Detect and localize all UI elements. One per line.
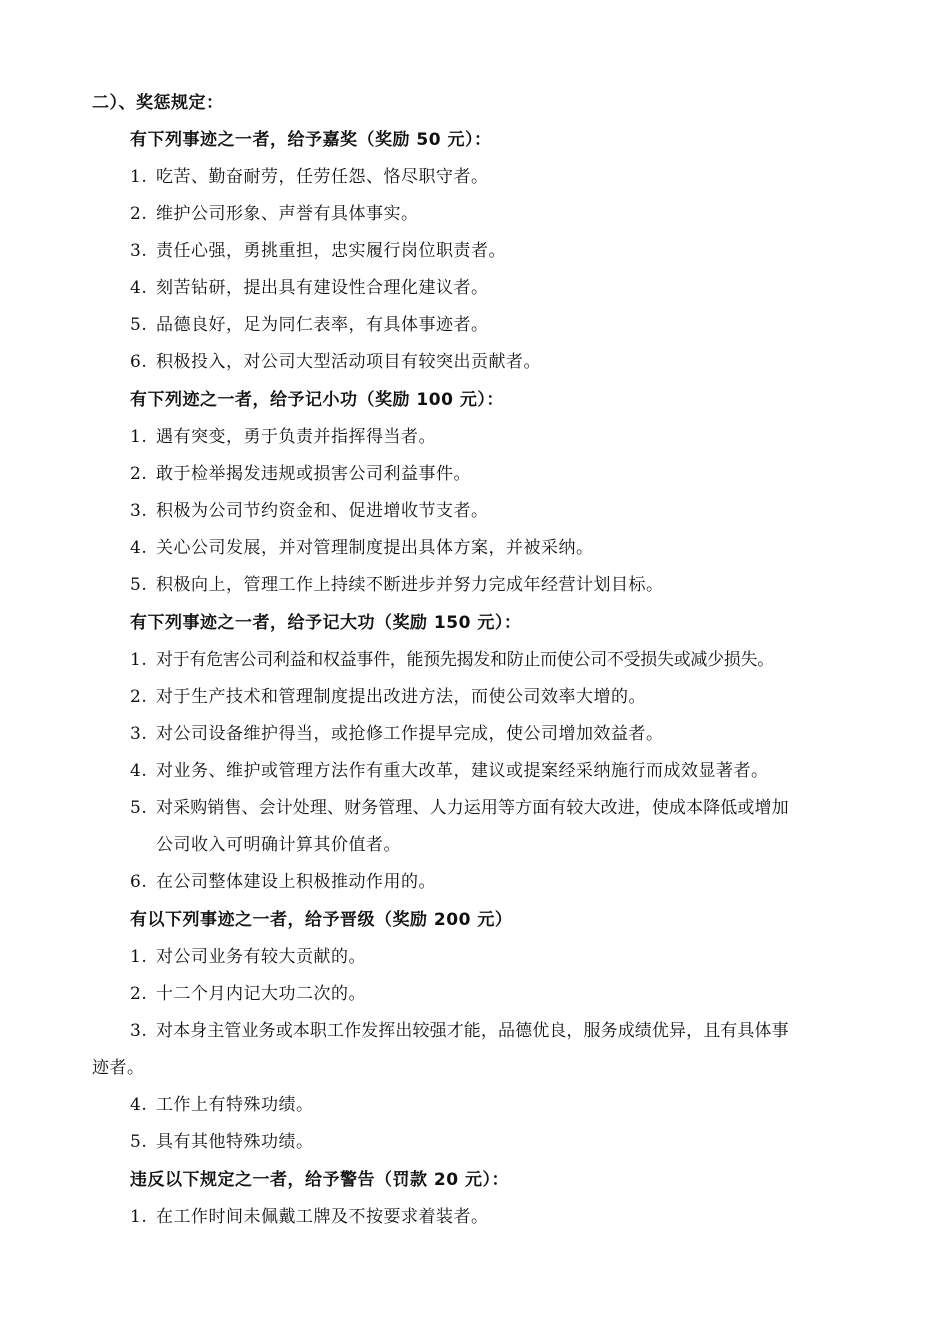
block-heading: 违反以下规定之一者，给予警告（罚款 20 元）： (130, 1170, 509, 1190)
item-text: 品德良好，足为同仁表率，有具体事迹者。 (156, 315, 489, 335)
item-number: 1. (130, 1207, 148, 1227)
item-number: 1. (130, 167, 148, 187)
item-number: 5. (130, 1132, 148, 1152)
item-number: 4. (130, 278, 148, 298)
list-item (130, 314, 489, 336)
item-number: 5. (130, 798, 148, 818)
item-text: 对本身主管业务或本职工作发挥出较强才能，品德优良，服务成绩优异，且有具体事 (156, 1021, 789, 1041)
item-text: 敢于检举揭发违规或损害公司利益事件。 (156, 464, 471, 484)
item-number: 2. (130, 204, 148, 224)
list-item (130, 574, 664, 596)
list-item (130, 426, 436, 448)
list-item (130, 500, 489, 522)
section-title: 二）、奖惩规定： (92, 93, 224, 113)
item-text: 责任心强，勇挑重担，忠实履行岗位职责者。 (156, 241, 506, 261)
list-item (130, 649, 774, 671)
item-text: 具有其他特殊功绩。 (156, 1132, 314, 1152)
item-text: 对业务、维护或管理方法作有重大改革，建议或提案经采纳施行而成效显著者。 (156, 761, 769, 781)
item-number: 5. (130, 575, 148, 595)
item-text: 遇有突变，勇于负责并指挥得当者。 (156, 427, 436, 447)
list-item-continuation: 公司收入可明确计算其价值者。 (156, 835, 401, 855)
item-number: 4. (130, 1095, 148, 1115)
item-text: 吃苦、勤奋耐劳，任劳任怨、恪尽职守者。 (156, 167, 489, 187)
item-text: 在公司整体建设上积极推动作用的。 (156, 872, 436, 892)
item-number: 6. (130, 872, 148, 892)
item-text: 对公司设备维护得当，或抢修工作提早完成，使公司增加效益者。 (156, 724, 664, 744)
list-item (130, 1020, 789, 1042)
item-text: 积极投入，对公司大型活动项目有较突出贡献者。 (156, 352, 541, 372)
item-text: 对采购销售、会计处理、财务管理、人力运用等方面有较大改进，使成本降低或增加 (156, 798, 789, 818)
item-number: 1. (130, 650, 148, 670)
item-text: 积极为公司节约资金和、促进增收节支者。 (156, 501, 489, 521)
item-number: 1. (130, 947, 148, 967)
list-item (130, 760, 769, 782)
list-item (130, 797, 789, 819)
item-number: 3. (130, 1021, 148, 1041)
item-number: 5. (130, 315, 148, 335)
list-item (130, 686, 646, 708)
item-number: 3. (130, 501, 148, 521)
list-item (130, 203, 419, 225)
item-number: 3. (130, 241, 148, 261)
item-text: 关心公司发展，并对管理制度提出具体方案，并被采纳。 (156, 538, 594, 558)
item-number: 6. (130, 352, 148, 372)
list-item-continuation: 迹者。 (92, 1058, 145, 1078)
list-item (130, 1206, 489, 1228)
list-item (130, 277, 489, 299)
block-heading: 有下列事迹之一者，给予记大功（奖励 150 元）： (130, 613, 522, 633)
item-number: 2. (130, 687, 148, 707)
item-number: 1. (130, 427, 148, 447)
item-text: 对公司业务有较大贡献的。 (156, 947, 366, 967)
item-number: 4. (130, 761, 148, 781)
list-item (130, 537, 594, 559)
item-text: 对于有危害公司利益和权益事件，能预先揭发和防止而使公司不受损失或减少损失。 (156, 650, 774, 670)
list-item (130, 240, 506, 262)
item-number: 4. (130, 538, 148, 558)
block-heading: 有下列事迹之一者，给予嘉奖（奖励 50 元）： (130, 130, 492, 150)
item-text: 工作上有特殊功绩。 (156, 1095, 314, 1115)
item-number: 2. (130, 464, 148, 484)
list-item (130, 723, 664, 745)
list-item (130, 871, 436, 893)
item-text: 对于生产技术和管理制度提出改进方法，而使公司效率大增的。 (156, 687, 646, 707)
list-item (130, 983, 366, 1005)
list-item (130, 463, 471, 485)
item-text: 刻苦钻研，提出具有建设性合理化建议者。 (156, 278, 489, 298)
item-text: 十二个月内记大功二次的。 (156, 984, 366, 1004)
block-heading: 有下列迹之一者，给予记小功（奖励 100 元）： (130, 390, 504, 410)
item-text: 积极向上，管理工作上持续不断进步并努力完成年经营计划目标。 (156, 575, 664, 595)
item-text: 维护公司形象、声誉有具体事实。 (156, 204, 419, 224)
list-item (130, 166, 489, 188)
item-number: 2. (130, 984, 148, 1004)
item-number: 3. (130, 724, 148, 744)
list-item (130, 1131, 314, 1153)
list-item (130, 351, 541, 373)
list-item (130, 946, 366, 968)
block-heading: 有以下列事迹之一者，给予晋级（奖励 200 元） (130, 910, 513, 930)
item-text: 在工作时间未佩戴工牌及不按要求着装者。 (156, 1207, 489, 1227)
list-item (130, 1094, 314, 1116)
